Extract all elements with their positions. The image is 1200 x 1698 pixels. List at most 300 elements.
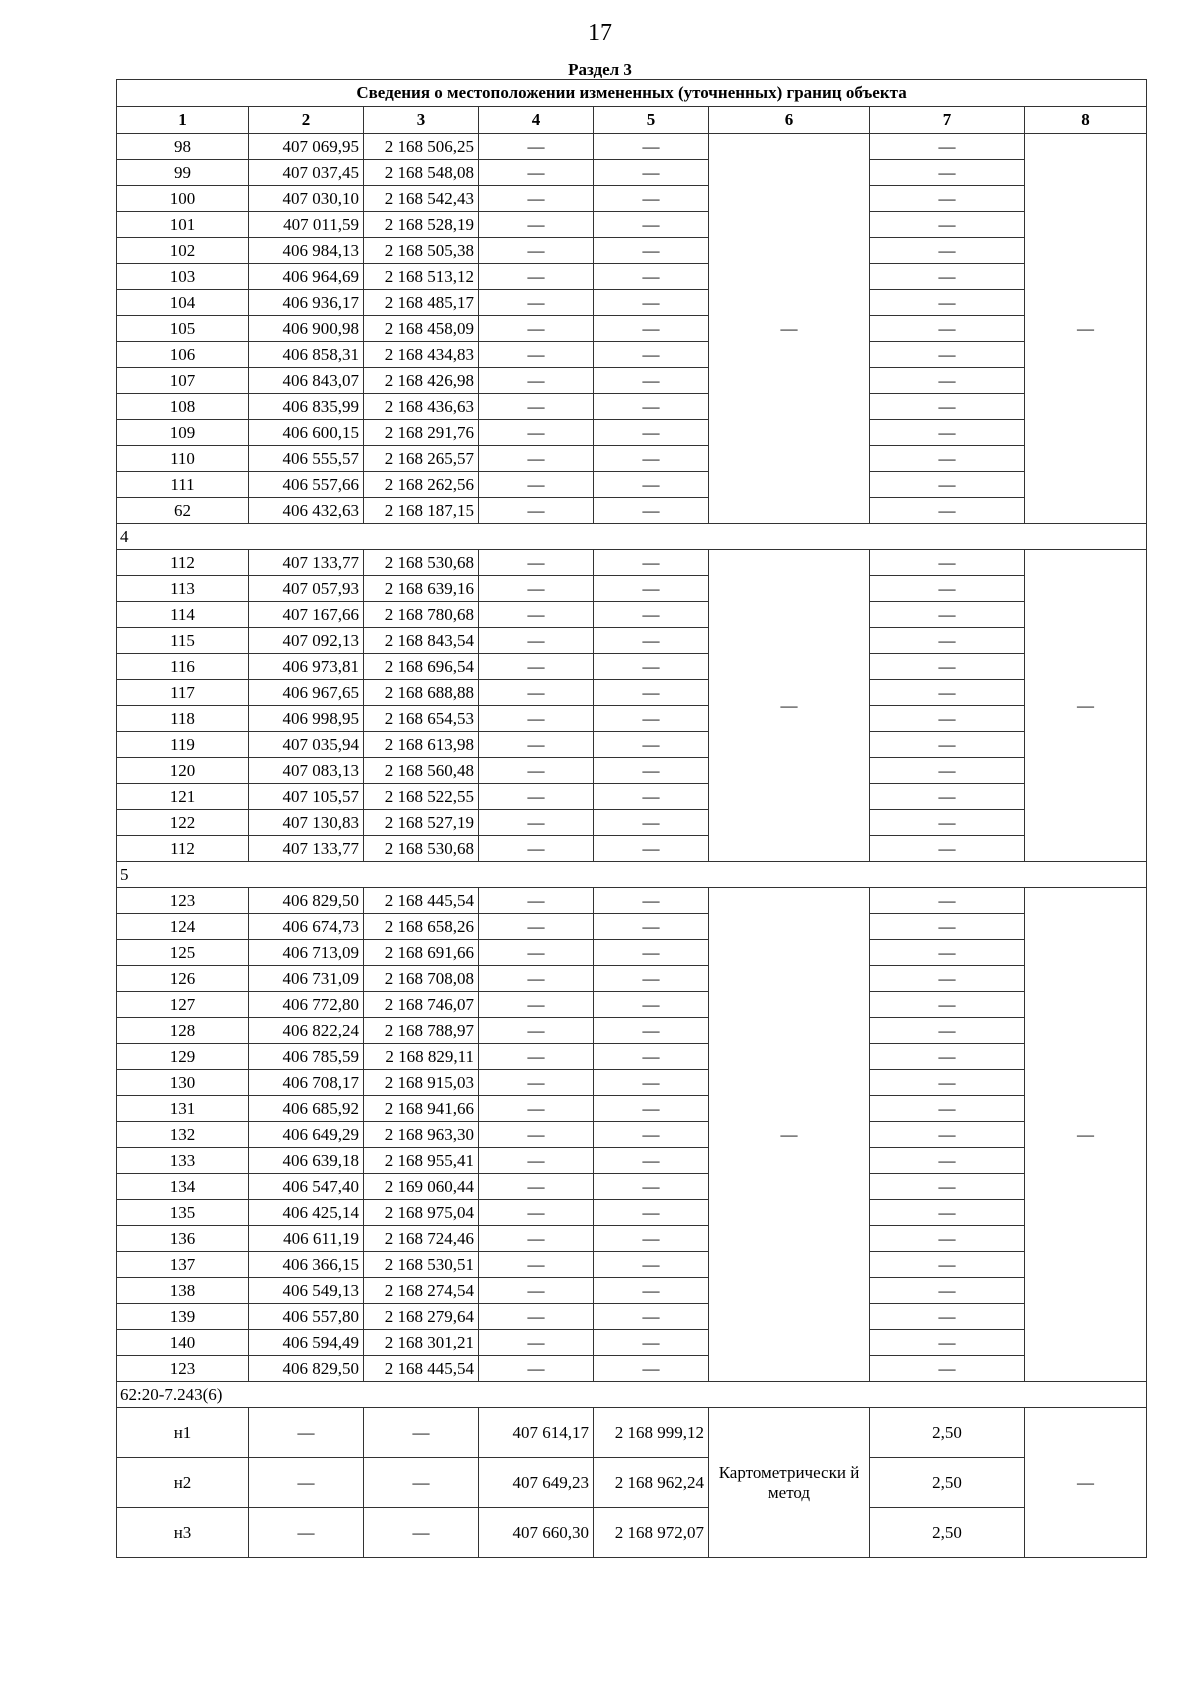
cell-col7: —: [870, 836, 1025, 862]
coord-x: 406 998,95: [249, 706, 364, 732]
point-number: 62: [117, 498, 249, 524]
coord-x: 406 785,59: [249, 1044, 364, 1070]
cell-col5: —: [594, 1044, 709, 1070]
coord-y: 2 168 613,98: [364, 732, 479, 758]
table-row: [117, 706, 1147, 732]
cell-col5: —: [594, 1356, 709, 1382]
table-row: [117, 992, 1147, 1018]
table-row: [117, 1304, 1147, 1330]
cell-col7: —: [870, 940, 1025, 966]
cell-col7: —: [870, 472, 1025, 498]
cell-col6-merged: —: [709, 550, 870, 862]
point-number: 105: [117, 316, 249, 342]
cell-col7: —: [870, 992, 1025, 1018]
table-caption: Сведения о местоположении измененных (уточненных) границ объекта: [117, 80, 1147, 107]
coord-y: 2 168 658,26: [364, 914, 479, 940]
cell-col4: —: [479, 940, 594, 966]
point-number: 128: [117, 1018, 249, 1044]
table-row: [117, 1252, 1147, 1278]
cell-col8-merged: —: [1025, 134, 1147, 524]
table-row: [117, 966, 1147, 992]
coord-y: 2 168 696,54: [364, 654, 479, 680]
cell-col7: —: [870, 706, 1025, 732]
coord-y: 2 168 530,68: [364, 550, 479, 576]
cell-col7: —: [870, 628, 1025, 654]
table-row: [117, 888, 1147, 914]
accuracy-cell: 2,50: [870, 1408, 1025, 1458]
cell-col4: —: [479, 654, 594, 680]
cell-col7: —: [870, 446, 1025, 472]
cell-col5: —: [594, 394, 709, 420]
coord-x: 406 611,19: [249, 1226, 364, 1252]
coord-y: 2 168 505,38: [364, 238, 479, 264]
cell-col7: —: [870, 654, 1025, 680]
cell-col5: —: [594, 1070, 709, 1096]
coord-y: 2 168 445,54: [364, 1356, 479, 1382]
point-number: 99: [117, 160, 249, 186]
column-number: 4: [479, 107, 594, 134]
cell-col7: —: [870, 1044, 1025, 1070]
cell-col5: —: [594, 498, 709, 524]
coord-y: 2 168 265,57: [364, 446, 479, 472]
cell-col5: —: [594, 758, 709, 784]
column-number: 7: [870, 107, 1025, 134]
cell-col5: —: [594, 1096, 709, 1122]
cell-col7: —: [870, 914, 1025, 940]
coord-x: 406 772,80: [249, 992, 364, 1018]
coord-x: 406 557,66: [249, 472, 364, 498]
coord-x: 407 037,45: [249, 160, 364, 186]
cell-col5: —: [594, 160, 709, 186]
point-number: 102: [117, 238, 249, 264]
cell-col4: —: [479, 212, 594, 238]
cell-col7: —: [870, 1096, 1025, 1122]
cell-col4: —: [479, 1070, 594, 1096]
method-cell: Картометрически й метод: [709, 1408, 870, 1558]
point-number: 110: [117, 446, 249, 472]
cell-col5: —: [594, 368, 709, 394]
coord-y: 2 168 527,19: [364, 810, 479, 836]
cell-col7: —: [870, 290, 1025, 316]
coord-x: 407 130,83: [249, 810, 364, 836]
point-number: 123: [117, 888, 249, 914]
coord-y: 2 168 560,48: [364, 758, 479, 784]
group-label: 5: [117, 862, 1147, 888]
coord-y: 2 168 187,15: [364, 498, 479, 524]
point-number: 118: [117, 706, 249, 732]
point-number: 124: [117, 914, 249, 940]
table-row: [117, 680, 1147, 706]
cell-col3: —: [364, 1458, 479, 1508]
coord-x: 407 030,10: [249, 186, 364, 212]
cell-col5: —: [594, 940, 709, 966]
cell-col5: —: [594, 1122, 709, 1148]
coord-x: 407 069,95: [249, 134, 364, 160]
cell-col4: —: [479, 810, 594, 836]
coord-y: 2 168 941,66: [364, 1096, 479, 1122]
cell-col7: —: [870, 888, 1025, 914]
table-row: [117, 1226, 1147, 1252]
coord-x: 406 984,13: [249, 238, 364, 264]
coord-x: 407 133,77: [249, 550, 364, 576]
group-header-row: [117, 524, 1147, 550]
table-row: [117, 1278, 1147, 1304]
cell-col7: —: [870, 186, 1025, 212]
cell-col7: —: [870, 1122, 1025, 1148]
point-number: 113: [117, 576, 249, 602]
cell-col4: —: [479, 238, 594, 264]
table-row: [117, 1458, 1147, 1508]
table-row: [117, 1096, 1147, 1122]
coord-y: 2 168 522,55: [364, 784, 479, 810]
cell-col4: —: [479, 550, 594, 576]
cell-col4: —: [479, 368, 594, 394]
cell-col4: —: [479, 680, 594, 706]
table-row: [117, 342, 1147, 368]
coord-y: 2 168 506,25: [364, 134, 479, 160]
cell-col4: —: [479, 1304, 594, 1330]
cell-col4: —: [479, 134, 594, 160]
cell-col7: —: [870, 1018, 1025, 1044]
coord-x: 407 614,17: [479, 1408, 594, 1458]
cell-col8-merged: —: [1025, 550, 1147, 862]
coord-x: 406 549,13: [249, 1278, 364, 1304]
cell-col5: —: [594, 1148, 709, 1174]
cell-col7: —: [870, 966, 1025, 992]
table-row: [117, 498, 1147, 524]
coord-y: 2 168 788,97: [364, 1018, 479, 1044]
cell-col7: —: [870, 602, 1025, 628]
point-number: 104: [117, 290, 249, 316]
point-number: 130: [117, 1070, 249, 1096]
coord-y: 2 168 962,24: [594, 1458, 709, 1508]
cell-col5: —: [594, 732, 709, 758]
coord-y: 2 168 528,19: [364, 212, 479, 238]
point-number: 111: [117, 472, 249, 498]
coord-x: 406 822,24: [249, 1018, 364, 1044]
coord-y: 2 168 780,68: [364, 602, 479, 628]
cell-col4: —: [479, 1174, 594, 1200]
coord-x: 406 639,18: [249, 1148, 364, 1174]
table-row: [117, 160, 1147, 186]
cell-col7: —: [870, 212, 1025, 238]
group-label: 62:20-7.243(6): [117, 1382, 1147, 1408]
cell-col7: —: [870, 732, 1025, 758]
column-number: 3: [364, 107, 479, 134]
coord-x: 406 366,15: [249, 1252, 364, 1278]
cell-col7: —: [870, 810, 1025, 836]
cell-col5: —: [594, 576, 709, 602]
cell-col7: —: [870, 758, 1025, 784]
cell-col4: —: [479, 784, 594, 810]
point-number: 106: [117, 342, 249, 368]
coord-y: 2 168 530,68: [364, 836, 479, 862]
point-number: 114: [117, 602, 249, 628]
cell-col7: —: [870, 1226, 1025, 1252]
point-number: 103: [117, 264, 249, 290]
coord-y: 2 168 274,54: [364, 1278, 479, 1304]
cell-col4: —: [479, 1096, 594, 1122]
group-label: 4: [117, 524, 1147, 550]
cell-col7: —: [870, 160, 1025, 186]
table-row: [117, 1330, 1147, 1356]
cell-col5: —: [594, 784, 709, 810]
point-number: 137: [117, 1252, 249, 1278]
point-number: 133: [117, 1148, 249, 1174]
coord-x: 406 829,50: [249, 1356, 364, 1382]
coord-y: 2 168 542,43: [364, 186, 479, 212]
point-number: 129: [117, 1044, 249, 1070]
table-row: [117, 290, 1147, 316]
column-number: 1: [117, 107, 249, 134]
cell-col5: —: [594, 550, 709, 576]
coord-y: 2 169 060,44: [364, 1174, 479, 1200]
cell-col5: —: [594, 472, 709, 498]
cell-col5: —: [594, 1200, 709, 1226]
cell-col5: —: [594, 1252, 709, 1278]
table-row: [117, 732, 1147, 758]
point-number: 135: [117, 1200, 249, 1226]
coord-x: 406 900,98: [249, 316, 364, 342]
coord-x: 406 600,15: [249, 420, 364, 446]
point-number: 132: [117, 1122, 249, 1148]
cell-col4: —: [479, 1278, 594, 1304]
cell-col4: —: [479, 732, 594, 758]
coord-y: 2 168 972,07: [594, 1508, 709, 1558]
coord-x: 406 964,69: [249, 264, 364, 290]
cell-col4: —: [479, 420, 594, 446]
cell-col7: —: [870, 498, 1025, 524]
cell-col4: —: [479, 264, 594, 290]
cell-col4: —: [479, 342, 594, 368]
cell-col4: —: [479, 446, 594, 472]
cell-col8-merged: —: [1025, 1408, 1147, 1558]
cell-col4: —: [479, 1226, 594, 1252]
point-number: 122: [117, 810, 249, 836]
coord-x: 407 660,30: [479, 1508, 594, 1558]
table-row: [117, 368, 1147, 394]
cell-col4: —: [479, 498, 594, 524]
cell-col7: —: [870, 342, 1025, 368]
cell-col4: —: [479, 472, 594, 498]
coord-y: 2 168 843,54: [364, 628, 479, 654]
coord-y: 2 168 999,12: [594, 1408, 709, 1458]
column-number: 2: [249, 107, 364, 134]
table-row: [117, 1070, 1147, 1096]
cell-col7: —: [870, 1070, 1025, 1096]
coord-y: 2 168 291,76: [364, 420, 479, 446]
cell-col7: —: [870, 550, 1025, 576]
cell-col7: —: [870, 1200, 1025, 1226]
coord-y: 2 168 262,56: [364, 472, 479, 498]
cell-col4: —: [479, 1330, 594, 1356]
coord-x: 406 674,73: [249, 914, 364, 940]
coord-x: 406 843,07: [249, 368, 364, 394]
point-number: 120: [117, 758, 249, 784]
boundary-table: [116, 79, 1147, 1558]
table-row: [117, 420, 1147, 446]
coord-x: 406 425,14: [249, 1200, 364, 1226]
coord-x: 406 685,92: [249, 1096, 364, 1122]
cell-col4: —: [479, 628, 594, 654]
point-number: 136: [117, 1226, 249, 1252]
cell-col4: —: [479, 758, 594, 784]
cell-col8-merged: —: [1025, 888, 1147, 1382]
table-row: [117, 628, 1147, 654]
point-number: н1: [117, 1408, 249, 1458]
group-header-row: [117, 1382, 1147, 1408]
cell-col4: —: [479, 1252, 594, 1278]
column-number: 8: [1025, 107, 1147, 134]
coord-x: 406 557,80: [249, 1304, 364, 1330]
cell-col7: —: [870, 264, 1025, 290]
cell-col3: —: [364, 1408, 479, 1458]
coord-x: 407 649,23: [479, 1458, 594, 1508]
table-row: [117, 550, 1147, 576]
coord-y: 2 168 829,11: [364, 1044, 479, 1070]
cell-col5: —: [594, 888, 709, 914]
table-row: [117, 784, 1147, 810]
coord-x: 407 105,57: [249, 784, 364, 810]
cell-col4: —: [479, 1148, 594, 1174]
table-row: [117, 810, 1147, 836]
point-number: 126: [117, 966, 249, 992]
cell-col5: —: [594, 602, 709, 628]
page-number: 17: [588, 20, 612, 46]
cell-col4: —: [479, 290, 594, 316]
point-number: 131: [117, 1096, 249, 1122]
cell-col6-merged: —: [709, 888, 870, 1382]
cell-col7: —: [870, 134, 1025, 160]
cell-col4: —: [479, 602, 594, 628]
point-number: 116: [117, 654, 249, 680]
point-number: н3: [117, 1508, 249, 1558]
coord-y: 2 168 485,17: [364, 290, 479, 316]
coord-y: 2 168 654,53: [364, 706, 479, 732]
cell-col7: —: [870, 1330, 1025, 1356]
cell-col5: —: [594, 134, 709, 160]
table-row: [117, 186, 1147, 212]
coord-x: 407 133,77: [249, 836, 364, 862]
point-number: 140: [117, 1330, 249, 1356]
coord-y: 2 168 436,63: [364, 394, 479, 420]
cell-col7: —: [870, 394, 1025, 420]
coord-y: 2 168 548,08: [364, 160, 479, 186]
table-row: [117, 1356, 1147, 1382]
cell-col7: —: [870, 1356, 1025, 1382]
table-row: [117, 1508, 1147, 1558]
coord-y: 2 168 975,04: [364, 1200, 479, 1226]
table-row: [117, 940, 1147, 966]
coord-x: 406 835,99: [249, 394, 364, 420]
coord-x: 406 713,09: [249, 940, 364, 966]
cell-col5: —: [594, 628, 709, 654]
table-row: [117, 1174, 1147, 1200]
point-number: 119: [117, 732, 249, 758]
coord-x: 406 547,40: [249, 1174, 364, 1200]
table-row: [117, 914, 1147, 940]
cell-col4: —: [479, 1356, 594, 1382]
table-row: [117, 212, 1147, 238]
coord-y: 2 168 963,30: [364, 1122, 479, 1148]
cell-col5: —: [594, 836, 709, 862]
table-row: [117, 1018, 1147, 1044]
point-number: 117: [117, 680, 249, 706]
cell-col7: —: [870, 1252, 1025, 1278]
cell-col5: —: [594, 420, 709, 446]
point-number: 109: [117, 420, 249, 446]
coord-y: 2 168 688,88: [364, 680, 479, 706]
cell-col5: —: [594, 1018, 709, 1044]
point-number: 108: [117, 394, 249, 420]
table-row: [117, 654, 1147, 680]
table-row: [117, 446, 1147, 472]
cell-col4: —: [479, 1122, 594, 1148]
point-number: 112: [117, 550, 249, 576]
coord-x: 406 829,50: [249, 888, 364, 914]
coord-y: 2 168 445,54: [364, 888, 479, 914]
cell-col4: —: [479, 836, 594, 862]
coord-y: 2 168 724,46: [364, 1226, 479, 1252]
table-row: [117, 1148, 1147, 1174]
cell-col4: —: [479, 186, 594, 212]
point-number: 115: [117, 628, 249, 654]
cell-col7: —: [870, 316, 1025, 342]
table-row: [117, 836, 1147, 862]
cell-col3: —: [364, 1508, 479, 1558]
table-row: [117, 1044, 1147, 1070]
cell-col4: —: [479, 888, 594, 914]
coord-x: 407 011,59: [249, 212, 364, 238]
cell-col5: —: [594, 290, 709, 316]
point-number: 123: [117, 1356, 249, 1382]
cell-col7: —: [870, 1278, 1025, 1304]
cell-col6-merged: —: [709, 134, 870, 524]
table-row: [117, 1408, 1147, 1458]
coord-y: 2 168 434,83: [364, 342, 479, 368]
coord-y: 2 168 426,98: [364, 368, 479, 394]
point-number: 112: [117, 836, 249, 862]
cell-col5: —: [594, 810, 709, 836]
cell-col7: —: [870, 784, 1025, 810]
cell-col4: —: [479, 1044, 594, 1070]
coord-x: 406 594,49: [249, 1330, 364, 1356]
table-row: [117, 1122, 1147, 1148]
cell-col5: —: [594, 1278, 709, 1304]
table-row: [117, 472, 1147, 498]
coord-x: 407 167,66: [249, 602, 364, 628]
accuracy-cell: 2,50: [870, 1508, 1025, 1558]
coord-x: 406 967,65: [249, 680, 364, 706]
cell-col4: —: [479, 1200, 594, 1226]
coord-y: 2 168 279,64: [364, 1304, 479, 1330]
cell-col7: —: [870, 238, 1025, 264]
cell-col5: —: [594, 706, 709, 732]
table-row: [117, 1200, 1147, 1226]
table-row: [117, 316, 1147, 342]
cell-col4: —: [479, 160, 594, 186]
cell-col7: —: [870, 1148, 1025, 1174]
point-number: 101: [117, 212, 249, 238]
coord-y: 2 168 746,07: [364, 992, 479, 1018]
coord-y: 2 168 955,41: [364, 1148, 479, 1174]
point-number: н2: [117, 1458, 249, 1508]
table-row: [117, 394, 1147, 420]
cell-col5: —: [594, 914, 709, 940]
coord-y: 2 168 530,51: [364, 1252, 479, 1278]
column-number: 6: [709, 107, 870, 134]
cell-col4: —: [479, 394, 594, 420]
